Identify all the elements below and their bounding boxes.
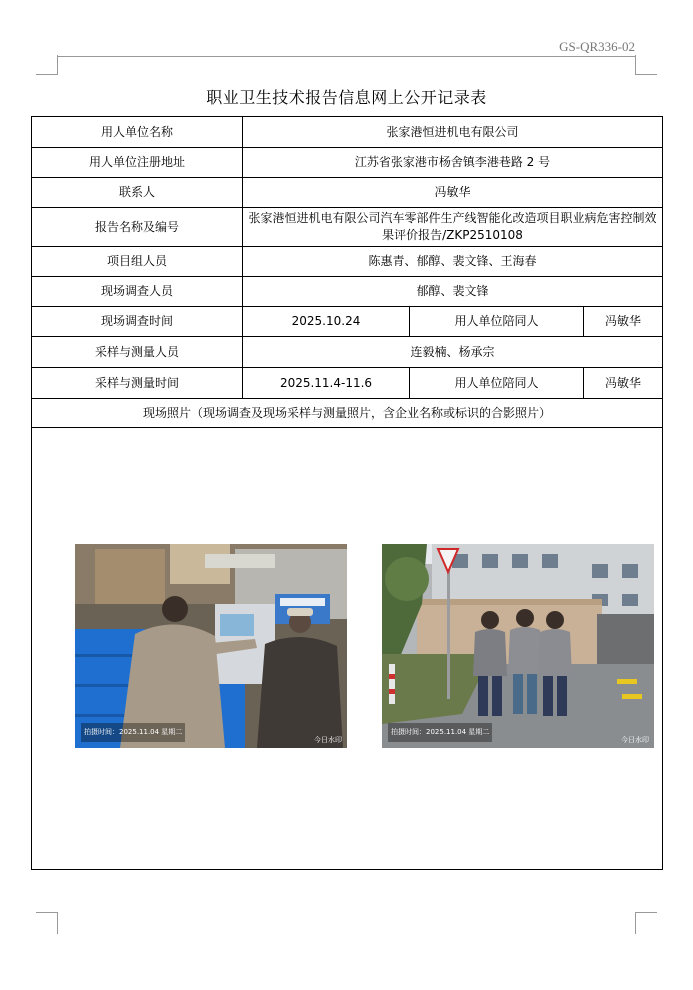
survey-time-label: 现场调查时间 xyxy=(32,307,243,337)
contact-label: 联系人 xyxy=(32,178,243,208)
row-sampling-staff xyxy=(32,337,663,368)
sampling-escort-value: 冯敏华 xyxy=(584,368,663,399)
row-survey-staff xyxy=(32,277,663,307)
row-address xyxy=(32,148,663,178)
sampling-staff-value: 连毅楠、杨承宗 xyxy=(243,337,663,368)
crop-mark-bottom-left xyxy=(36,912,58,934)
watermark-brand: 今日水印 xyxy=(621,736,649,744)
team-label: 项目组人员 xyxy=(32,247,243,277)
survey-staff-label: 现场调查人员 xyxy=(32,277,243,307)
photos-cell xyxy=(32,428,663,870)
report-label: 报告名称及编号 xyxy=(32,208,243,247)
crop-mark-top-right xyxy=(635,55,657,75)
row-sampling-time xyxy=(32,368,663,399)
contact-value: 冯敏华 xyxy=(243,178,663,208)
watermark-brand: 今日水印 xyxy=(314,736,342,744)
address-value: 江苏省张家港市杨舍镇李港巷路 2 号 xyxy=(243,148,663,178)
row-survey-time xyxy=(32,307,663,337)
record-table xyxy=(31,116,663,870)
survey-escort-label: 用人单位陪同人 xyxy=(410,307,584,337)
survey-staff-value: 郁醇、裴文锋 xyxy=(243,277,663,307)
row-team xyxy=(32,247,663,277)
crop-mark-top-left xyxy=(36,55,58,75)
sampling-staff-label: 采样与测量人员 xyxy=(32,337,243,368)
row-photos xyxy=(32,428,663,870)
crop-mark-bottom-right xyxy=(635,912,657,934)
header-rule xyxy=(57,56,635,57)
document-code: GS-QR336-02 xyxy=(559,39,635,54)
photo-timestamp: 拍摄时间：2025.11.04 星期二 xyxy=(388,723,492,742)
row-employer xyxy=(32,117,663,148)
row-report xyxy=(32,208,663,247)
row-contact xyxy=(32,178,663,208)
sampling-time-label: 采样与测量时间 xyxy=(32,368,243,399)
team-value: 陈惠青、郁醇、裴文锋、王海春 xyxy=(243,247,663,277)
photo-timestamp: 拍摄时间：2025.11.04 星期二 xyxy=(81,723,185,742)
sampling-time-value: 2025.11.4-11.6 xyxy=(243,368,410,399)
sampling-escort-label: 用人单位陪同人 xyxy=(410,368,584,399)
document-title: 职业卫生技术报告信息网上公开记录表 xyxy=(206,88,487,107)
photo-group-at-gate xyxy=(382,544,654,748)
survey-escort-value: 冯敏华 xyxy=(584,307,663,337)
photos-label: 现场照片（现场调查及现场采样与测量照片，含企业名称或标识的合影照片） xyxy=(32,399,663,428)
report-value: 张家港恒进机电有限公司汽车零部件生产线智能化改造项目职业病危害控制效果评价报告/ZKP2510108 xyxy=(243,208,663,247)
address-label: 用人单位注册地址 xyxy=(32,148,243,178)
survey-time-value: 2025.10.24 xyxy=(243,307,410,337)
employer-value: 张家港恒进机电有限公司 xyxy=(243,117,663,148)
photo-workshop-survey xyxy=(75,544,347,748)
row-photos-header xyxy=(32,399,663,428)
employer-label: 用人单位名称 xyxy=(32,117,243,148)
